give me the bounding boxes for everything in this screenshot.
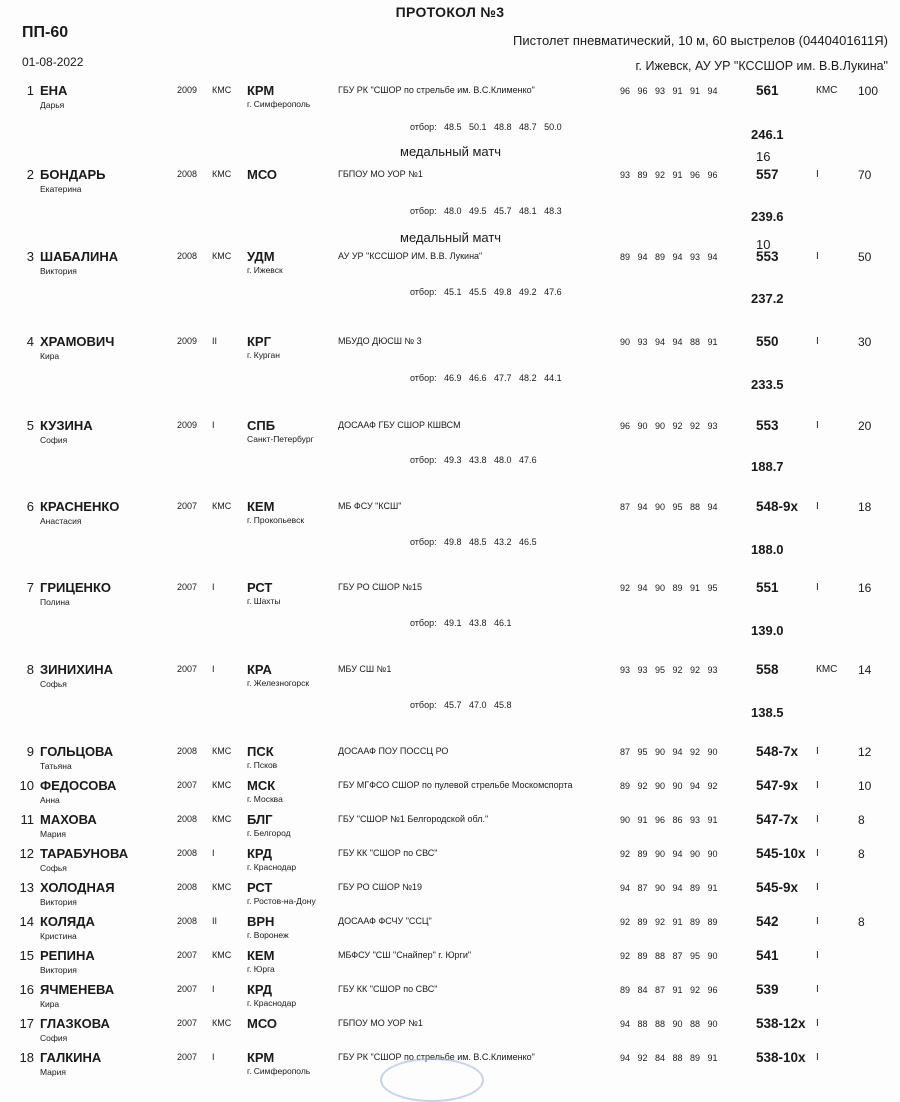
birth-year: 2008	[177, 746, 198, 756]
region-code: УДМ	[247, 249, 275, 264]
qualification: I	[816, 501, 819, 512]
organization: МБФСУ "СШ "Снайпер" г. Юрги"	[338, 950, 472, 960]
total-score: 541	[756, 948, 779, 963]
city: г. Прокопьевск	[247, 515, 305, 525]
athlete-surname: РЕПИНА	[40, 948, 95, 963]
row-rank: 18	[19, 1050, 34, 1065]
qualification: I	[816, 848, 819, 859]
series-scores: 94 92 84 88 89 91	[620, 1053, 718, 1063]
sport-rank: I	[212, 664, 215, 674]
final-score: 246.1	[751, 127, 784, 142]
birth-year: 2007	[177, 780, 198, 790]
row-rank: 5	[26, 418, 34, 433]
birth-year: 2007	[177, 950, 198, 960]
athlete-surname: ФЕДОСОВА	[40, 778, 117, 793]
qualification: I	[816, 1018, 819, 1029]
athlete-name: Кристина	[40, 931, 77, 941]
row-rank: 14	[19, 914, 34, 929]
points: 8	[858, 847, 865, 861]
athlete-name: Софья	[40, 863, 67, 873]
sport-rank: КМС	[212, 85, 232, 95]
region-code: СПБ	[247, 418, 276, 433]
city: г. Симферополь	[247, 99, 311, 109]
series-scores: 92 89 92 91 89 89	[620, 917, 718, 927]
athlete-surname: ГРИЦЕНКО	[40, 580, 111, 595]
series-scores: 94 88 88 90 88 90	[620, 1019, 718, 1029]
series-scores: 93 93 95 92 92 93	[620, 665, 718, 675]
series-scores: 89 92 90 90 94 92	[620, 781, 718, 791]
total-score: 558	[756, 662, 779, 677]
venue: г. Ижевск, АУ УР "КССШОР им. В.В.Лукина"	[635, 59, 888, 73]
sport-rank: I	[212, 848, 215, 858]
competition-name: Пистолет пневматический, 10 м, 60 выстрелов (0440401611Я)	[513, 33, 888, 48]
points: 30	[858, 335, 872, 349]
athlete-surname: МАХОВА	[40, 812, 97, 827]
birth-year: 2009	[177, 85, 198, 95]
athlete-surname: ЯЧМЕНЕВА	[40, 982, 115, 997]
series-scores: 89 94 89 94 93 94	[620, 252, 718, 262]
city: г. Белгород	[247, 828, 291, 838]
athlete-surname: ТАРАБУНОВА	[40, 846, 129, 861]
total-score: 553	[756, 418, 779, 433]
points: 14	[858, 663, 872, 677]
birth-year: 2009	[177, 420, 198, 430]
stamp	[380, 1058, 484, 1102]
series-scores: 93 89 92 91 96 96	[620, 170, 718, 180]
organization: ДОСААФ ГБУ СШОР КШВСМ	[338, 420, 461, 430]
total-score: 547-9x	[756, 778, 799, 793]
athlete-surname: КОЛЯДА	[40, 914, 95, 929]
region-code: КРМ	[247, 1050, 275, 1065]
athlete-name: Мария	[40, 1067, 66, 1077]
region-code: МСО	[247, 167, 278, 182]
birth-year: 2007	[177, 501, 198, 511]
region-code: КРГ	[247, 334, 271, 349]
athlete-name: Анна	[40, 795, 60, 805]
sport-rank: КМС	[212, 746, 232, 756]
qualification: I	[816, 420, 819, 431]
birth-year: 2008	[177, 916, 198, 926]
row-rank: 1	[26, 83, 34, 98]
birth-year: 2007	[177, 582, 198, 592]
total-score: 548-9x	[756, 499, 799, 514]
qualification: I	[816, 1052, 819, 1063]
series-scores: 90 91 96 86 93 91	[620, 815, 718, 825]
selection-label: отбор:	[410, 700, 437, 710]
total-score: 538-10x	[756, 1050, 806, 1065]
medal-match-score: 10	[756, 237, 771, 252]
athlete-surname: ГОЛЬЦОВА	[40, 744, 114, 759]
final-score: 138.5	[751, 705, 784, 720]
organization: ДОСААФ ФСЧУ "ССЦ"	[338, 916, 432, 926]
series-scores: 92 89 90 94 90 90	[620, 849, 718, 859]
athlete-surname: ГЛАЗКОВА	[40, 1016, 110, 1031]
row-rank: 4	[26, 334, 34, 349]
sport-rank: КМС	[212, 950, 232, 960]
city: г. Курган	[247, 350, 280, 360]
city: г. Краснодар	[247, 998, 297, 1008]
points: 12	[858, 745, 872, 759]
region-code: КРА	[247, 662, 272, 677]
sport-rank: КМС	[212, 501, 232, 511]
selection-label: отбор:	[410, 122, 437, 132]
organization: ГБПОУ МО УОР №1	[338, 1018, 423, 1028]
athlete-name: Анастасия	[40, 516, 82, 526]
row-rank: 13	[19, 880, 34, 895]
row-rank: 11	[20, 812, 34, 827]
qualification: I	[816, 251, 819, 262]
event-code: ПП-60	[22, 24, 69, 41]
region-code: КРД	[247, 982, 273, 997]
selection-scores: 49.8 48.5 43.2 46.5	[444, 537, 537, 547]
series-scores: 87 94 90 95 88 94	[620, 502, 718, 512]
protocol-title: ПРОТОКОЛ №3	[395, 4, 505, 20]
qualification: I	[816, 169, 819, 180]
birth-year: 2008	[177, 251, 198, 261]
total-score: 553	[756, 249, 779, 264]
sport-rank: I	[212, 420, 215, 430]
qualification: КМС	[816, 85, 838, 96]
qualification: I	[816, 336, 819, 347]
region-code: ПСК	[247, 744, 274, 759]
points: 8	[858, 813, 865, 827]
organization: ГБУ "СШОР №1 Белгородской обл."	[338, 814, 489, 824]
event-date: 01-08-2022	[22, 55, 84, 69]
athlete-name: Мария	[40, 829, 66, 839]
points: 50	[858, 250, 872, 264]
athlete-surname: БОНДАРЬ	[40, 167, 106, 182]
total-score: 551	[756, 580, 779, 595]
final-score: 188.0	[751, 542, 784, 557]
city: г. Ижевск	[247, 265, 283, 275]
sport-rank: II	[212, 336, 218, 346]
birth-year: 2007	[177, 1052, 198, 1062]
birth-year: 2008	[177, 882, 198, 892]
athlete-surname: ХРАМОВИЧ	[40, 334, 115, 349]
organization: ГБУ МГФСО СШОР по пулевой стрельбе Москомспорта	[338, 780, 573, 790]
qualification: I	[816, 746, 819, 757]
medal-match-label: медальный матч	[400, 230, 502, 245]
qualification: I	[816, 950, 819, 961]
athlete-name: Дарья	[40, 100, 65, 110]
city: г. Воронеж	[247, 930, 289, 940]
selection-label: отбор:	[410, 206, 437, 216]
region-code: БЛГ	[247, 812, 273, 827]
total-score: 538-12x	[756, 1016, 806, 1031]
athlete-name: Екатерина	[40, 184, 82, 194]
row-rank: 10	[19, 778, 34, 793]
sport-rank: КМС	[212, 814, 232, 824]
athlete-name: Виктория	[40, 897, 77, 907]
total-score: 550	[756, 334, 779, 349]
sport-rank: II	[212, 916, 218, 926]
medal-match-label: медальный матч	[400, 144, 502, 159]
organization: ГБУ КК "СШОР по СВС"	[338, 848, 438, 858]
athlete-surname: КУЗИНА	[40, 418, 93, 433]
athlete-name: София	[40, 1033, 68, 1043]
organization: ГБУ РО СШОР №19	[338, 882, 423, 892]
region-code: МСК	[247, 778, 276, 793]
row-rank: 9	[26, 744, 34, 759]
selection-scores: 48.0 49.5 45.7 48.1 48.3	[444, 206, 562, 216]
city: г. Железногорск	[247, 678, 310, 688]
final-score: 239.6	[751, 209, 784, 224]
sport-rank: I	[212, 984, 215, 994]
final-score: 188.7	[751, 459, 784, 474]
city: Санкт-Петербург	[247, 434, 314, 444]
selection-scores: 45.7 47.0 45.8	[444, 700, 512, 710]
final-score: 237.2	[751, 291, 784, 306]
organization: ДОСААФ ПОУ ПОССЦ РО	[338, 746, 449, 756]
region-code: ВРН	[247, 914, 275, 929]
city: г. Ростов-на-Дону	[247, 896, 316, 906]
points: 10	[858, 779, 872, 793]
row-rank: 7	[26, 580, 34, 595]
organization: ГБУ РК "СШОР по стрельбе им. В.С.Клименко"	[338, 85, 535, 95]
qualification: I	[816, 780, 819, 791]
region-code: КЕМ	[247, 948, 275, 963]
athlete-name: София	[40, 435, 68, 445]
organization: МБ ФСУ "КСШ"	[338, 501, 402, 511]
athlete-name: Кира	[40, 351, 60, 361]
region-code: МСО	[247, 1016, 278, 1031]
selection-label: отбор:	[410, 287, 437, 297]
selection-scores: 49.1 43.8 46.1	[444, 618, 512, 628]
total-score: 542	[756, 914, 779, 929]
qualification: КМС	[816, 664, 838, 675]
row-rank: 8	[26, 662, 34, 677]
total-score: 539	[756, 982, 779, 997]
city: г. Псков	[247, 760, 278, 770]
series-scores: 90 93 94 94 88 91	[620, 337, 718, 347]
total-score: 548-7x	[756, 744, 799, 759]
athlete-name: Виктория	[40, 266, 77, 276]
region-code: КЕМ	[247, 499, 275, 514]
series-scores: 96 96 93 91 91 94	[620, 86, 718, 96]
points: 20	[858, 419, 872, 433]
total-score: 557	[756, 167, 779, 182]
row-rank: 17	[19, 1016, 34, 1031]
series-scores: 89 84 87 91 92 96	[620, 985, 718, 995]
qualification: I	[816, 882, 819, 893]
birth-year: 2008	[177, 169, 198, 179]
row-rank: 16	[19, 982, 34, 997]
region-code: РСТ	[247, 580, 273, 595]
city: г. Юрга	[247, 964, 275, 974]
region-code: КРД	[247, 846, 273, 861]
qualification: I	[816, 582, 819, 593]
total-score: 545-9x	[756, 880, 799, 895]
sport-rank: КМС	[212, 780, 232, 790]
points: 100	[858, 84, 879, 98]
row-rank: 6	[26, 499, 34, 514]
points: 16	[858, 581, 872, 595]
city: г. Симферополь	[247, 1066, 311, 1076]
birth-year: 2009	[177, 336, 198, 346]
organization: АУ УР "КССШОР ИМ. В.В. Лукина"	[338, 251, 483, 261]
birth-year: 2008	[177, 848, 198, 858]
series-scores: 92 89 88 87 95 90	[620, 951, 718, 961]
final-score: 139.0	[751, 623, 784, 638]
points: 8	[858, 915, 865, 929]
athlete-surname: ЗИНИХИНА	[40, 662, 114, 677]
birth-year: 2008	[177, 814, 198, 824]
athlete-name: Виктория	[40, 965, 77, 975]
organization: МБУ СШ №1	[338, 664, 392, 674]
series-scores: 87 95 90 94 92 90	[620, 747, 718, 757]
sport-rank: КМС	[212, 882, 232, 892]
selection-scores: 49.3 43.8 48.0 47.6	[444, 455, 537, 465]
athlete-name: Софья	[40, 679, 67, 689]
selection-label: отбор:	[410, 455, 437, 465]
birth-year: 2007	[177, 984, 198, 994]
city: г. Москва	[247, 794, 283, 804]
medal-match-score: 16	[756, 149, 771, 164]
points: 18	[858, 500, 872, 514]
sport-rank: КМС	[212, 251, 232, 261]
athlete-surname: ЕНА	[40, 83, 68, 98]
organization: МБУДО ДЮСШ № 3	[338, 336, 422, 346]
city: г. Краснодар	[247, 862, 297, 872]
selection-scores: 46.9 46.6 47.7 48.2 44.1	[444, 373, 562, 383]
series-scores: 92 94 90 89 91 95	[620, 583, 718, 593]
selection-label: отбор:	[410, 537, 437, 547]
row-rank: 2	[26, 167, 34, 182]
final-score: 233.5	[751, 377, 784, 392]
organization: ГБУ РК "СШОР по стрельбе им. В.С.Клименко"	[338, 1052, 535, 1062]
athlete-surname: КРАСНЕНКО	[40, 499, 120, 514]
series-scores: 94 87 90 94 89 91	[620, 883, 718, 893]
athlete-surname: ХОЛОДНАЯ	[40, 880, 115, 895]
athlete-surname: ШАБАЛИНА	[40, 249, 119, 264]
organization: ГБУ РО СШОР №15	[338, 582, 423, 592]
selection-label: отбор:	[410, 618, 437, 628]
organization: ГБУ КК "СШОР по СВС"	[338, 984, 438, 994]
qualification: I	[816, 984, 819, 995]
row-rank: 12	[19, 846, 34, 861]
region-code: КРМ	[247, 83, 275, 98]
city: г. Шахты	[247, 596, 281, 606]
athlete-name: Татьяна	[40, 761, 72, 771]
sport-rank: I	[212, 582, 215, 592]
series-scores: 96 90 90 92 92 93	[620, 421, 718, 431]
qualification: I	[816, 916, 819, 927]
sport-rank: КМС	[212, 1018, 232, 1028]
total-score: 545-10x	[756, 846, 806, 861]
total-score: 561	[756, 83, 779, 98]
birth-year: 2007	[177, 664, 198, 674]
birth-year: 2007	[177, 1018, 198, 1028]
athlete-name: Кира	[40, 999, 60, 1009]
athlete-name: Полина	[40, 597, 70, 607]
sport-rank: КМС	[212, 169, 232, 179]
selection-label: отбор:	[410, 373, 437, 383]
selection-scores: 45.1 45.5 49.8 49.2 47.6	[444, 287, 562, 297]
athlete-surname: ГАЛКИНА	[40, 1050, 102, 1065]
points: 70	[858, 168, 872, 182]
total-score: 547-7x	[756, 812, 799, 827]
qualification: I	[816, 814, 819, 825]
selection-scores: 48.5 50.1 48.8 48.7 50.0	[444, 122, 562, 132]
row-rank: 3	[26, 249, 34, 264]
sport-rank: I	[212, 1052, 215, 1062]
row-rank: 15	[19, 948, 34, 963]
organization: ГБПОУ МО УОР №1	[338, 169, 423, 179]
region-code: РСТ	[247, 880, 273, 895]
